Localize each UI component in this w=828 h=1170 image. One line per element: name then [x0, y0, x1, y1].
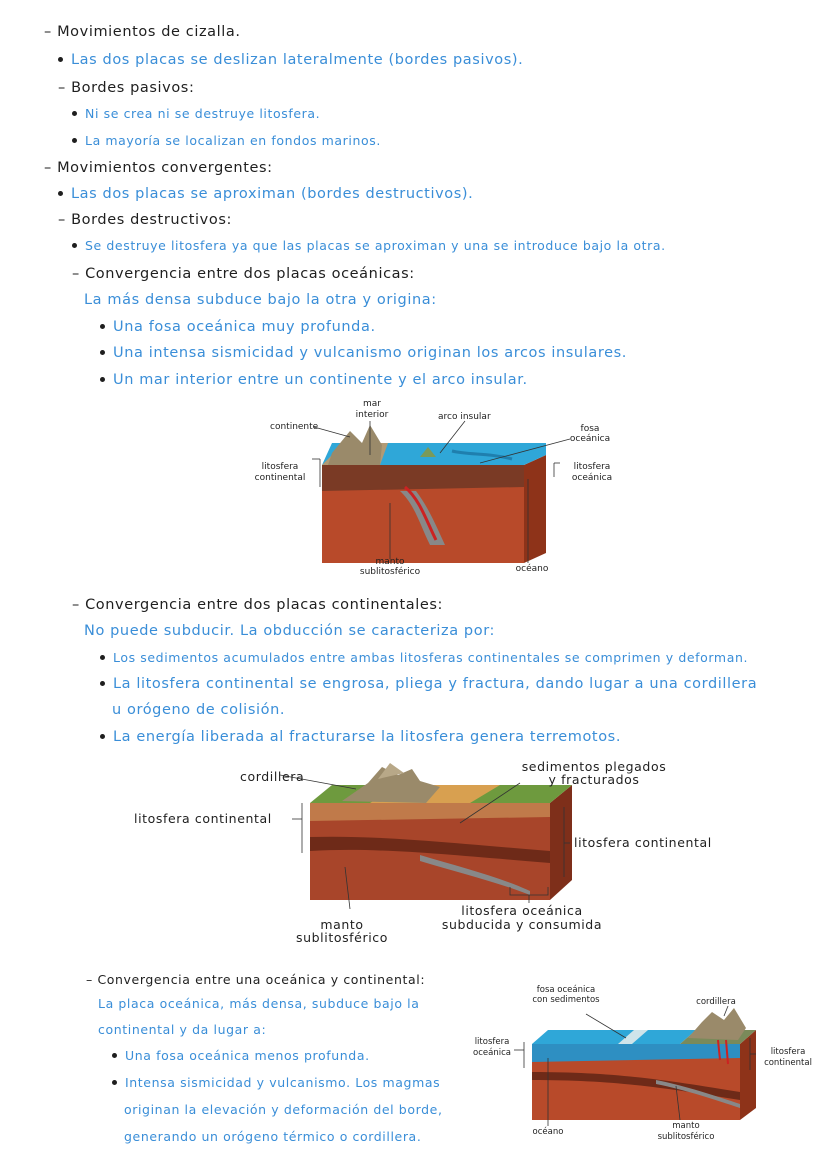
- label-litosfera-oceanica: litosfera: [573, 462, 611, 472]
- continental-item-cont: u orógeno de colisión.: [112, 702, 286, 718]
- oc-cont-item-cont: originan la elevación y deformación del borde,: [124, 1102, 443, 1117]
- oceanic-item: Una intensa sismicidad y vulcanismo originan los arcos insulares.: [100, 345, 627, 361]
- label-fosa-oceanica: oceánica: [569, 434, 611, 444]
- shear-heading: – Movimientos de cizalla.: [44, 24, 241, 40]
- label-subducida: subducida y consumida: [441, 917, 603, 932]
- label-interior: interior: [355, 410, 389, 420]
- label-fracturados: y fracturados: [548, 772, 640, 787]
- label-oceanica: oceánica: [571, 473, 613, 483]
- convergent-heading: – Movimientos convergentes:: [44, 160, 273, 176]
- shear-item: Ni se crea ni se destruye litosfera.: [72, 106, 320, 121]
- label-continental: continental: [764, 1058, 812, 1068]
- continental-collision-diagram: [120, 755, 760, 950]
- oceanic-item: Un mar interior entre un continente y el arco insular.: [100, 372, 528, 388]
- label-cordillera: cordillera: [696, 997, 736, 1007]
- label-manto: manto: [672, 1121, 700, 1131]
- label-mar: mar: [363, 399, 381, 409]
- label-oceano: océano: [532, 1127, 564, 1137]
- label-litosfera-continental-left: litosfera continental: [134, 811, 272, 826]
- label-litosfera-continental-right: litosfera continental: [574, 835, 712, 850]
- oc-cont-intro-cont: continental y da lugar a:: [98, 1022, 267, 1037]
- label-manto: manto: [375, 557, 405, 567]
- label-cordillera: cordillera: [240, 769, 305, 784]
- continental-item: La energía liberada al fracturarse la litosfera genera terremotos.: [100, 729, 621, 745]
- convergent-subheading: – Bordes destructivos:: [58, 212, 232, 228]
- label-fosa: fosa: [580, 424, 600, 434]
- label-litosfera-continental: litosfera: [261, 462, 299, 472]
- label-sublitosferico: sublitosférico: [657, 1132, 715, 1142]
- label-arco-insular: arco insular: [438, 412, 491, 422]
- oc-cont-intro: La placa oceánica, más densa, subduce bajo la: [98, 996, 420, 1011]
- oceanic-heading: – Convergencia entre dos placas oceánicas:: [72, 266, 415, 282]
- shear-item: La mayoría se localizan en fondos marinos.: [72, 133, 381, 148]
- continental-item: Los sedimentos acumulados entre ambas litosferas continentales se comprimen y deforman.: [100, 650, 748, 665]
- label-manto: manto: [320, 917, 364, 932]
- label-con-sedimentos: con sedimentos: [532, 995, 600, 1005]
- oceanic-continental-diagram: [466, 980, 828, 1150]
- oceanic-item: Una fosa oceánica muy profunda.: [100, 319, 376, 335]
- label-sedimentos: sedimentos plegados: [521, 759, 667, 774]
- label-litosfera-oceanica: litosfera: [474, 1037, 510, 1047]
- label-sublitosferico: sublitosférico: [359, 567, 421, 577]
- label-continental: continental: [254, 473, 306, 483]
- label-oceanica: oceánica: [473, 1048, 511, 1058]
- oc-cont-item-cont: generando un orógeno térmico o cordillera.: [124, 1129, 422, 1144]
- label-oceano: océano: [515, 564, 549, 574]
- shear-subheading: – Bordes pasivos:: [58, 80, 195, 96]
- label-fosa-oceanica: fosa oceánica: [536, 985, 596, 995]
- label-sublitosferico: sublitosférico: [296, 930, 388, 945]
- convergent-item: Se destruye litosfera ya que las placas se aproximan y una se introduce bajo la otra.: [72, 238, 666, 253]
- label-litosfera-oceanica: litosfera oceánica: [461, 903, 583, 918]
- oc-cont-heading: – Convergencia entre una oceánica y continental:: [86, 972, 426, 987]
- shear-desc: Las dos placas se deslizan lateralmente (bordes pasivos).: [58, 52, 523, 68]
- oceanic-convergence-diagram: [240, 395, 620, 580]
- convergent-desc: Las dos placas se aproximan (bordes destructivos).: [58, 186, 473, 202]
- continental-heading: – Convergencia entre dos placas continentales:: [72, 597, 444, 613]
- label-continente: continente: [270, 422, 319, 432]
- oceanic-intro: La más densa subduce bajo la otra y origina:: [84, 292, 437, 308]
- continental-intro: No puede subducir. La obducción se caracteriza por:: [84, 623, 495, 639]
- continental-item: La litosfera continental se engrosa, pliega y fractura, dando lugar a una cordillera: [100, 676, 757, 692]
- oc-cont-item: Intensa sismicidad y vulcanismo. Los magmas: [112, 1075, 440, 1090]
- oc-cont-item: Una fosa oceánica menos profunda.: [112, 1048, 370, 1063]
- label-litosfera-continental: litosfera: [770, 1047, 806, 1057]
